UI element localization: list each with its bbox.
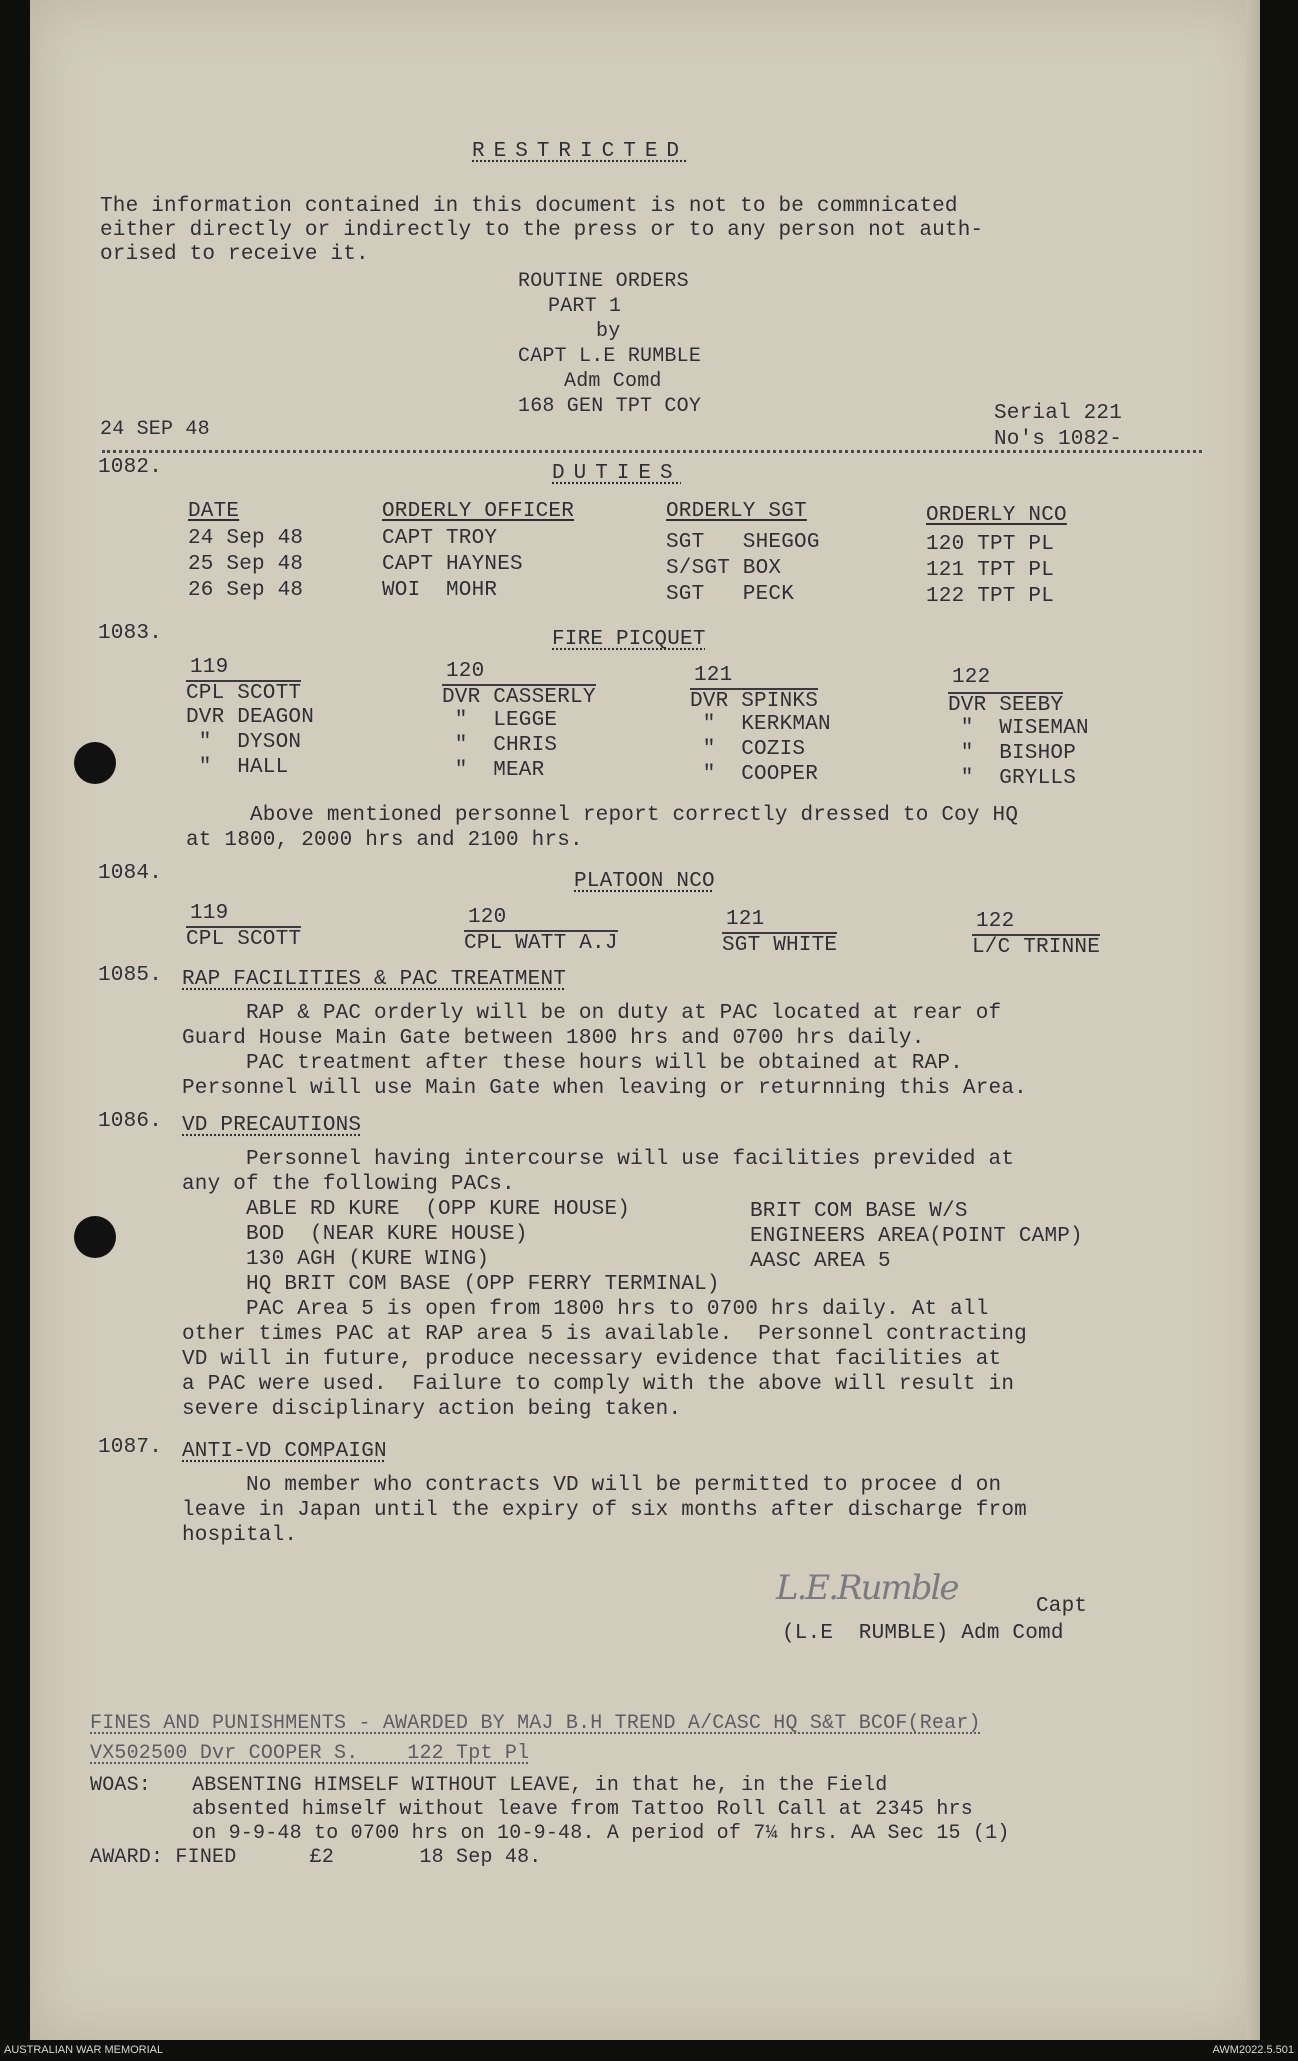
vd-intro-line-1: Personnel having intercourse will use facilities previded at bbox=[182, 1148, 1015, 1171]
picquet-121-platoon: 121 bbox=[694, 664, 733, 687]
order-1085-number: 1085. bbox=[98, 964, 163, 987]
title-part: PART 1 bbox=[548, 295, 622, 318]
woas-line-1: ABSENTING HIMSELF WITHOUT LEAVE, in that he, in the Field bbox=[192, 1774, 888, 1797]
duties-col-nco: ORDERLY NCO bbox=[926, 504, 1067, 527]
picquet-121-line-3: " COZIS bbox=[690, 738, 806, 761]
duties-row-1-officer: CAPT TROY bbox=[382, 527, 498, 550]
nco-121-platoon: 121 bbox=[726, 908, 765, 931]
punch-hole-top bbox=[74, 742, 116, 784]
page-edge bbox=[1246, 0, 1260, 2040]
duties-row-3-nco: 122 TPT PL bbox=[926, 585, 1055, 608]
fines-soldier: VX502500 Dvr COOPER S. 122 Tpt Pl bbox=[90, 1742, 530, 1765]
woas-line-2: absented himself without leave from Tattoo Roll Call at 2345 hrs bbox=[192, 1798, 973, 1821]
pac-right-2: ENGINEERS AREA(POINT CAMP) bbox=[750, 1225, 1083, 1248]
archive-footer bbox=[0, 2040, 1298, 2061]
woas-line-3: on 9-9-48 to 0700 hrs on 10-9-48. A period of 7¼ hrs. AA Sec 15 (1) bbox=[192, 1822, 1010, 1845]
picquet-120-line-3: " CHRIS bbox=[442, 734, 558, 757]
picquet-120-line-1: DVR CASSERLY bbox=[442, 686, 596, 709]
nco-121-name: SGT WHITE bbox=[722, 934, 838, 957]
punch-hole-bottom bbox=[74, 1216, 116, 1258]
anti-vd-heading: ANTI-VD COMPAIGN bbox=[182, 1440, 387, 1463]
order-numbers: No's 1082- bbox=[994, 428, 1123, 451]
order-1082-number: 1082. bbox=[98, 456, 163, 479]
footer-archive-name: AUSTRALIAN WAR MEMORIAL bbox=[4, 2044, 164, 2056]
picquet-122-line-4: " GRYLLS bbox=[948, 767, 1077, 790]
duties-row-3-sgt: SGT PECK bbox=[666, 583, 795, 606]
title-by: by bbox=[596, 320, 621, 343]
picquet-121-line-2: " KERKMAN bbox=[690, 713, 831, 736]
vd-heading: VD PRECAUTIONS bbox=[182, 1114, 362, 1137]
order-1083-number: 1083. bbox=[98, 622, 163, 645]
picquet-120-platoon: 120 bbox=[446, 660, 485, 683]
award-line: AWARD: FINED £2 18 Sep 48. bbox=[90, 1846, 542, 1869]
vd-body-line-4: a PAC were used. Failure to comply with the above will result in bbox=[182, 1373, 1015, 1396]
title-unit: 168 GEN TPT COY bbox=[518, 395, 702, 418]
classification-heading: RESTRICTED bbox=[472, 140, 689, 163]
order-1086-number: 1086. bbox=[98, 1110, 163, 1133]
duties-row-1-sgt: SGT SHEGOG bbox=[666, 531, 820, 554]
picquet-119-platoon: 119 bbox=[190, 656, 229, 679]
serial-number: Serial 221 bbox=[994, 402, 1123, 425]
picquet-120-line-4: " MEAR bbox=[442, 759, 545, 782]
nco-120-name: CPL WATT A.J bbox=[464, 932, 618, 955]
picquet-note-line-1: Above mentioned personnel report correctly dressed to Coy HQ bbox=[186, 804, 1019, 827]
duties-row-3-date: 26 Sep 48 bbox=[188, 579, 304, 602]
nco-122-name: L/C TRINNE bbox=[972, 936, 1101, 959]
rap-heading: RAP FACILITIES & PAC TREATMENT bbox=[182, 968, 567, 991]
anti-vd-line-1: No member who contracts VD will be permitted to procee d on bbox=[182, 1474, 1002, 1497]
title-commander: CAPT L.E RUMBLE bbox=[518, 345, 702, 368]
nco-119-name: CPL SCOTT bbox=[186, 928, 302, 951]
woas-label: WOAS: bbox=[90, 1774, 152, 1797]
nco-120-platoon: 120 bbox=[468, 906, 507, 929]
signature-block: (L.E RUMBLE) Adm Comd bbox=[782, 1622, 1064, 1645]
pac-right-1: BRIT COM BASE W/S bbox=[750, 1200, 968, 1223]
picquet-119-line-1: CPL SCOTT bbox=[186, 682, 302, 705]
picquet-122-line-2: " WISEMAN bbox=[948, 717, 1089, 740]
vd-body-line-5: severe disciplinary action being taken. bbox=[182, 1398, 682, 1421]
header-rule bbox=[102, 450, 1202, 453]
duties-heading: DUTIES bbox=[552, 462, 682, 485]
fire-picquet-heading: FIRE PICQUET bbox=[552, 628, 706, 651]
notice-line-1: The information contained in this document is not to be commnicated bbox=[100, 195, 958, 218]
pac-left-2: BOD (NEAR KURE HOUSE) bbox=[246, 1223, 528, 1246]
vd-body-line-3: VD will in future, produce necessary evidence that facilities at bbox=[182, 1348, 1002, 1371]
nco-122-platoon: 122 bbox=[976, 910, 1015, 933]
rap-line-2: Guard House Main Gate between 1800 hrs and 0700 hrs daily. bbox=[182, 1027, 925, 1050]
notice-line-2: either directly or indirectly to the press or to any person not auth- bbox=[100, 219, 984, 242]
picquet-122-line-1: DVR SEEBY bbox=[948, 694, 1064, 717]
picquet-119-line-2: DVR DEAGON bbox=[186, 706, 315, 729]
picquet-note-line-2: at 1800, 2000 hrs and 2100 hrs. bbox=[186, 829, 583, 852]
duties-col-date: DATE bbox=[188, 500, 240, 523]
title-routine-orders: ROUTINE ORDERS bbox=[518, 270, 689, 293]
rap-line-4: Personnel will use Main Gate when leaving or returnning this Area. bbox=[182, 1077, 1027, 1100]
duties-col-sgt: ORDERLY SGT bbox=[666, 500, 807, 523]
rap-line-3: PAC treatment after these hours will be obtained at RAP. bbox=[182, 1052, 963, 1075]
picquet-121-line-4: " COOPER bbox=[690, 763, 819, 786]
picquet-121-line-1: DVR SPINKS bbox=[690, 690, 819, 713]
handwritten-signature: L.E.Rumble bbox=[776, 1568, 958, 1608]
order-date: 24 SEP 48 bbox=[100, 418, 210, 441]
picquet-122-platoon: 122 bbox=[952, 666, 991, 689]
duties-row-1-nco: 120 TPT PL bbox=[926, 533, 1055, 556]
document-page bbox=[30, 0, 1260, 2040]
duties-row-1-date: 24 Sep 48 bbox=[188, 527, 304, 550]
picquet-119-line-3: " DYSON bbox=[186, 731, 302, 754]
picquet-122-line-3: " BISHOP bbox=[948, 742, 1077, 765]
fines-heading: FINES AND PUNISHMENTS - AWARDED BY MAJ B.H TREND A/CASC HQ S&T BCOF(Rear) bbox=[90, 1712, 981, 1735]
picquet-119-line-4: " HALL bbox=[186, 756, 289, 779]
notice-line-3: orised to receive it. bbox=[100, 243, 369, 266]
pac-left-1: ABLE RD KURE (OPP KURE HOUSE) bbox=[246, 1198, 631, 1221]
pac-left-4: HQ BRIT COM BASE (OPP FERRY TERMINAL) bbox=[246, 1273, 720, 1296]
duties-row-2-sgt: S/SGT BOX bbox=[666, 557, 782, 580]
vd-body-line-1: PAC Area 5 is open from 1800 hrs to 0700 hrs daily. At all bbox=[182, 1298, 989, 1321]
footer-accession-number: AWM2022.5.501 bbox=[1212, 2044, 1294, 2056]
pac-left-3: 130 AGH (KURE WING) bbox=[246, 1248, 490, 1271]
anti-vd-line-2: leave in Japan until the expiry of six months after discharge from bbox=[182, 1499, 1027, 1522]
order-1084-number: 1084. bbox=[98, 862, 163, 885]
anti-vd-line-3: hospital. bbox=[182, 1524, 298, 1547]
platoon-nco-heading: PLATOON NCO bbox=[574, 870, 715, 893]
title-appointment: Adm Comd bbox=[564, 370, 662, 393]
duties-row-2-officer: CAPT HAYNES bbox=[382, 553, 523, 576]
pac-right-3: AASC AREA 5 bbox=[750, 1250, 891, 1273]
nco-119-platoon: 119 bbox=[190, 902, 229, 925]
picquet-120-line-2: " LEGGE bbox=[442, 709, 558, 732]
duties-row-2-nco: 121 TPT PL bbox=[926, 559, 1055, 582]
vd-intro-line-2: any of the following PACs. bbox=[182, 1173, 515, 1196]
signature-rank: Capt bbox=[1036, 1595, 1088, 1618]
rap-line-1: RAP & PAC orderly will be on duty at PAC located at rear of bbox=[182, 1002, 1002, 1025]
duties-col-officer: ORDERLY OFFICER bbox=[382, 500, 575, 523]
vd-body-line-2: other times PAC at RAP area 5 is available. Personnel contracting bbox=[182, 1323, 1027, 1346]
duties-row-3-officer: WOI MOHR bbox=[382, 579, 498, 602]
order-1087-number: 1087. bbox=[98, 1436, 163, 1459]
duties-row-2-date: 25 Sep 48 bbox=[188, 553, 304, 576]
